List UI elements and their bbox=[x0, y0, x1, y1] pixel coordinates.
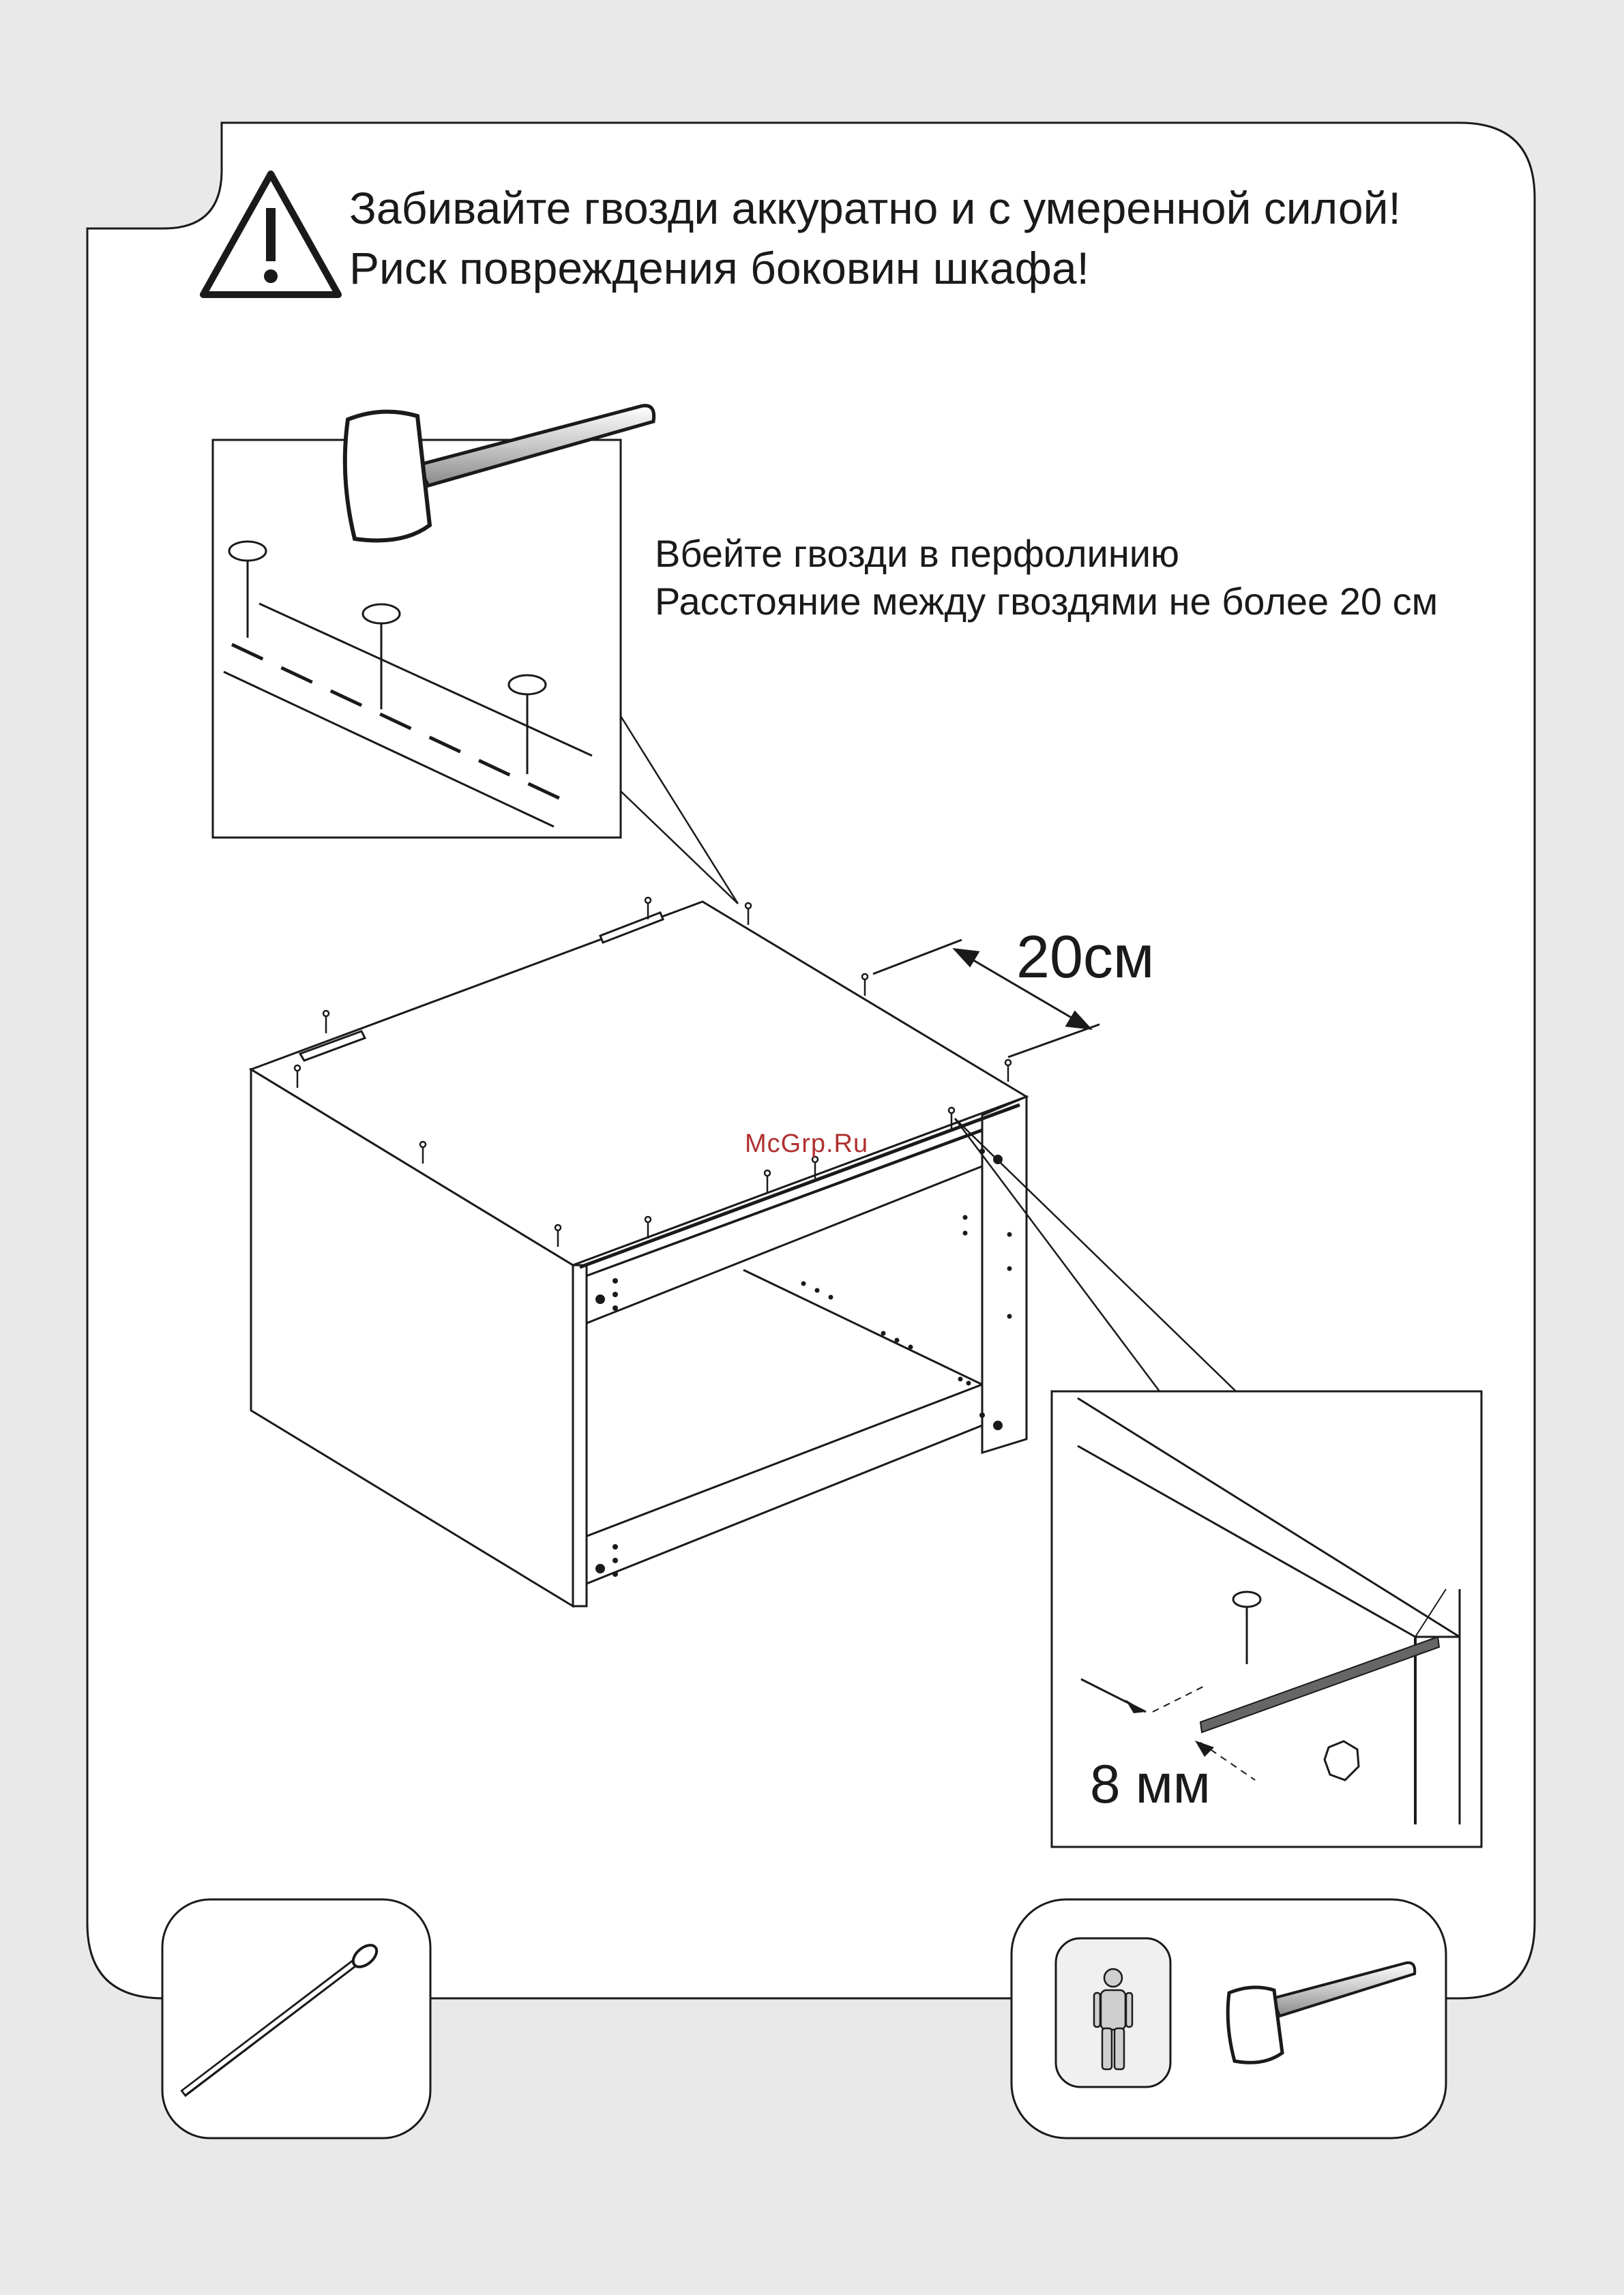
instruction-text-line2: Расстояние между гвоздями не более 20 см bbox=[655, 580, 1438, 623]
tools-panel bbox=[1012, 1899, 1446, 2138]
offset-dimension-label: 8 мм bbox=[1090, 1753, 1211, 1814]
instruction-text-line1: Вбейте гвозди в перфолинию bbox=[655, 532, 1180, 575]
watermark: McGrp.Ru bbox=[745, 1129, 869, 1158]
warning-text-line2: Риск повреждения боковин шкафа! bbox=[349, 243, 1089, 293]
warning-text-line1: Забивайте гвозди аккуратно и с умеренной силой! bbox=[349, 183, 1401, 233]
nail-tool-panel bbox=[162, 1899, 430, 2138]
spacing-dimension-label: 20см bbox=[1016, 923, 1155, 990]
